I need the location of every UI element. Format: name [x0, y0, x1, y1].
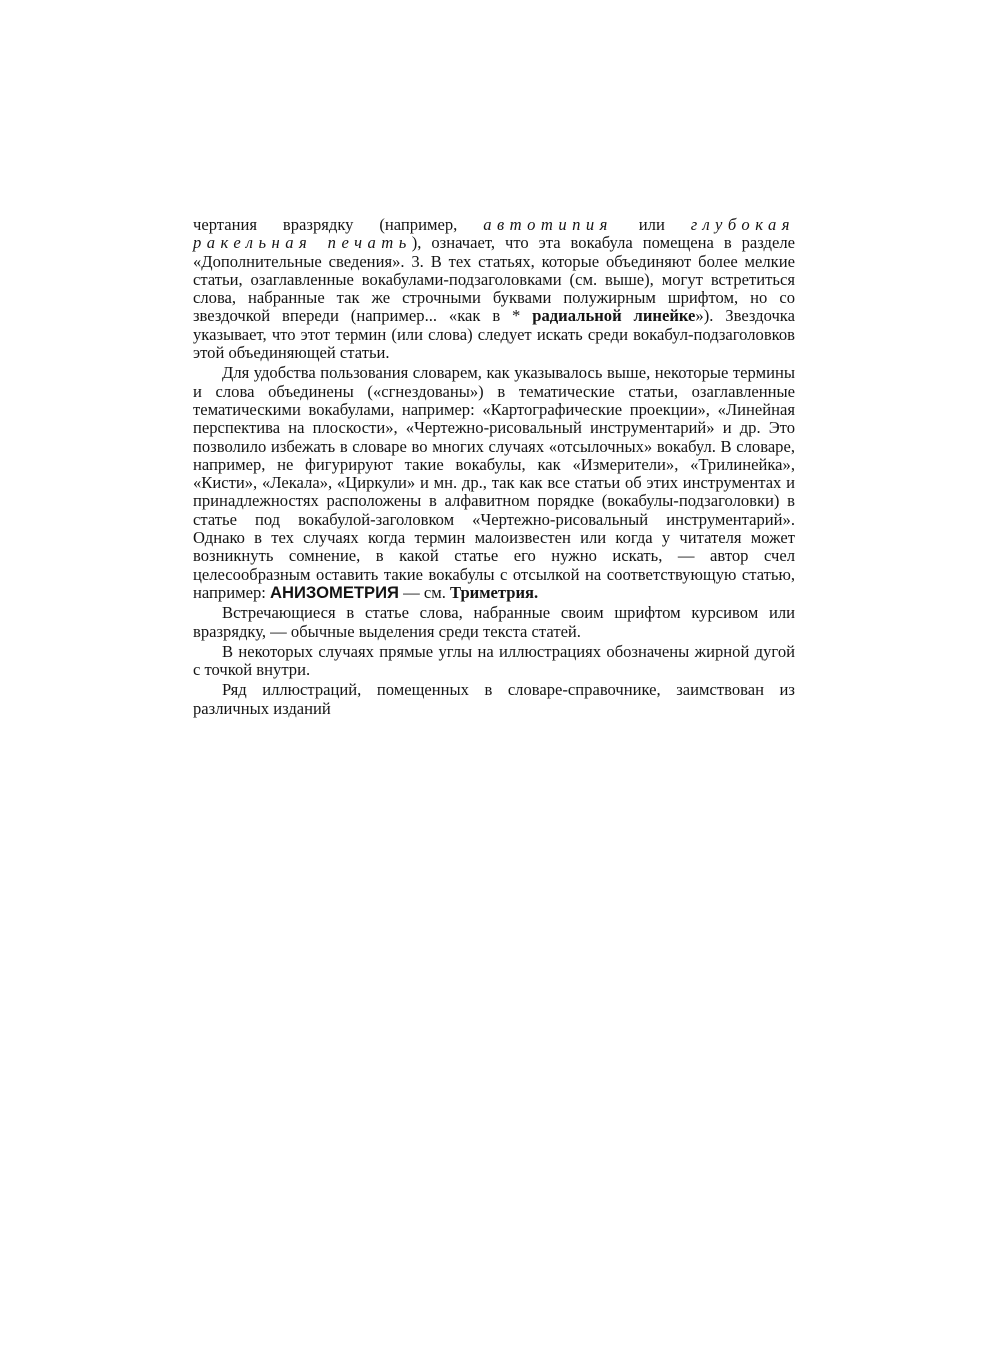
paragraph-right-angles	[193, 643, 795, 680]
text-run: или	[612, 215, 691, 234]
text-run: ), означает, что эта вокабула помещена в разделе «Дополнительные сведения». 3. В тех статьях, которые объединяют более мелкие статьи, озаглавленные вокабулами-подзаголовками (см. выше), могут встретиться слова, набранные так же строчными буквами полужирным шрифтом, но со звездочкой впереди (например... «как в *	[193, 233, 795, 326]
paragraph-continuation	[193, 216, 795, 362]
text-run: Ряд иллюстраций, помещенных в словаре-справочнике, заимствован из различных изданий	[193, 680, 795, 718]
text-run: В некоторых случаях прямые углы на иллюстрациях обозначены жирной дугой с точкой внутри.	[193, 641, 795, 680]
text-run: — см.	[398, 582, 451, 602]
body-text	[193, 216, 795, 720]
spaced-term: автотипия	[483, 215, 613, 234]
text-run: Для удобства пользования словарем, как указывалось выше, некоторые термины и слова объединены («сгнездованы») в тематические статьи, озаглавленные тематическими вокабулами, например: «Картографические проекции», «Линейная перспектива на плоскости», «Чертежно-рисовальный инструментарий» и др. Это позволило избежать в словаре во многих случаях «отсылочных» вокабул. В словаре, например, не фигурируют такие вокабулы, как «Измерители», «Трилинейка», «Кисти», «Лекала», «Циркули» и мн. др., так как все статьи об этих инструментах и принадлежностях расположены в алфавитном порядке (вокабулы-подзаголовки) в статье под вокабулой-заголовком «Чертежно-рисовальный инструментарий». Однако в тех случаях когда термин малоизвестен или когда у читателя может возникнуть сомнение, в какой статье его нужно искать, — автор счел целесообразным оставить такие вокабулы с отсылкой на соответствующую статью, например:	[193, 363, 795, 602]
spaced-term: глубокая ракельная печать	[193, 215, 795, 253]
paragraph-convenience	[193, 364, 795, 602]
paragraph-illustrations	[193, 681, 795, 718]
text-run: Встречающиеся в статье слова, набранные своим шрифтом курсивом или вразрядку, — обычные выделения среди текста статей.	[193, 603, 795, 641]
text-run: чертания вразрядку (например,	[193, 215, 484, 234]
headword-example: АНИЗОМЕТРИЯ	[270, 582, 399, 602]
text-run: »). Звездочка указывает, что этот термин (или слова) следует искать среди вокабул-подзаголовков этой объединяющей статьи.	[193, 306, 795, 363]
bold-term: радиальной линейке	[532, 306, 696, 326]
bold-reference: Триметрия.	[450, 582, 539, 602]
paragraph-emphasis	[193, 604, 795, 641]
